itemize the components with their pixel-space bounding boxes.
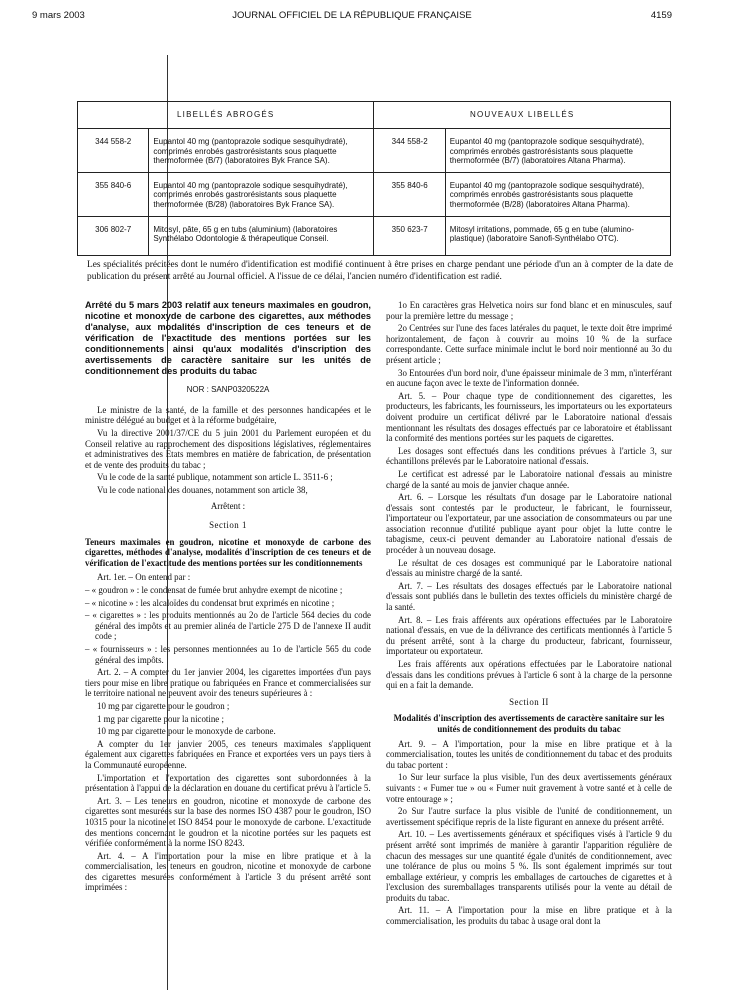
table-row <box>78 172 671 216</box>
paragraph: 1o En caractères gras Helvetica noirs sur fond blanc et en minuscules, sauf pour la première lettre du message ; <box>386 300 672 321</box>
nor-reference: NOR : SANP0320522A <box>186 385 270 395</box>
article-11: Art. 11. – A l'importation pour la mise en libre pratique et à la commercialisation, les produits du tabac à usage oral dont la <box>386 905 672 927</box>
section-heading: Section 1 <box>209 520 247 531</box>
old-code: 355 840-6 <box>78 172 149 216</box>
article-7: Art. 7. – Les résultats des dosages effectués par le Laboratoire national d'essais sont publiés dans le bulletin des textes officiels du ministère chargé de la santé. <box>386 580 672 613</box>
header-date: 9 mars 2003 <box>32 10 85 21</box>
paragraph: Les frais afférents aux opérations effectuées par le Laboratoire national d'essais dans les conditions prévues à l'article 6 sont à la charge de la personne qui en a fait la demande. <box>386 659 672 691</box>
paragraph: 2o Sur l'autre surface la plus visible de l'unité de conditionnement, un avertissement spécifique repris de la liste figurant en annexe du présent arrêté. <box>386 806 672 827</box>
limit-item: 10 mg par cigarette pour le monoxyde de carbone. <box>97 726 276 737</box>
article-6: Art. 6. – Lorsque les résultats d'un dosage par le Laboratoire national d'essais sont contestés par le producteur, le fabricant, le fournisseur, l'importateur ou l'exportateur, par une association de consommateurs ou par une association reconnue d'utilité publique ayant pour objet la lutte contre le tabagisme, ceux-ci peuvent demander au Laboratoire national d'essais de procéder à un nouveau dosage. <box>386 492 672 556</box>
paragraph: Les dosages sont effectués dans les conditions prévues à l'article 3, sur échantillons prélevés par le Laboratoire national d'essais. <box>386 445 672 467</box>
section-heading: Section II <box>509 696 549 707</box>
article-2: Art. 2. – A compter du 1er janvier 2004, les cigarettes importées d'un pays tiers pour mise en libre pratique ou fabriquées en France et commercialisées sur le territoire national ne peuvent avoir des teneurs supérieures à : <box>85 667 371 699</box>
table-row <box>78 216 671 255</box>
old-label: Eupantol 40 mg (pantoprazole sodique sesquihydraté), comprimés enrobés gastrorésistants sous plaquette thermoformée (B/7) (laboratoires Byk France SA). <box>149 129 374 173</box>
paragraph: Le résultat de ces dosages est communiqué par le Laboratoire national d'essais au ministre chargé de la santé. <box>386 557 672 579</box>
section-subtitle: Teneurs maximales en goudron, nicotine et monoxyde de carbone des cigarettes, méthodes d'analyse, modalités d'inscription de ces teneurs et de vérification de l'exactitude des mentions portées sur les conditionnements <box>85 536 371 568</box>
table-row <box>78 129 671 173</box>
correspondence-table <box>77 101 671 256</box>
section-subtitle: Modalités d'inscription des avertissements de caractère sanitaire sur les unités de conditionnement des produits du tabac <box>393 713 665 734</box>
limit-item: 1 mg par cigarette pour la nicotine ; <box>97 713 224 724</box>
new-code: 344 558-2 <box>374 129 445 173</box>
new-label: Eupantol 40 mg (pantoprazole sodique sesquihydraté), comprimés enrobés gastrorésistants sous plaquette thermoformée (B/7) (laboratoires Altana Pharma). <box>445 129 670 173</box>
header-page-number: 4159 <box>650 10 672 21</box>
article-9: Art. 9. – A l'importation, pour la mise en libre pratique et à la commercialisation, toutes les unités de conditionnement du tabac et des produits du tabac portent : <box>386 738 672 770</box>
decree-title: Arrêté du 5 mars 2003 relatif aux teneurs maximales en goudron, nicotine et monoxyde de carbone des cigarettes, aux méthodes d'analyse, aux modalités d'inscription de ces teneurs et de vérification de l'exactitude des mentions portées sur les conditionnements ainsi qu'aux modalités d'inscription des avertissements de caractère sanitaire sur les unités de conditionnement des produits du tabac <box>85 300 371 377</box>
definition-item: – « fournisseurs » : les personnes mentionnées au 1o de l'article 565 du code général des impôts. <box>85 644 371 665</box>
paragraph: 1o Sur leur surface la plus visible, l'un des deux avertissements généraux suivants : « Fumer tue » ou « Fumer nuit gravement à votre santé et à celle de votre entourage » ; <box>386 772 672 804</box>
definition-item: – « goudron » : le condensat de fumée brut anhydre exempt de nicotine ; <box>85 585 343 596</box>
limit-item: 10 mg par cigarette pour le goudron ; <box>97 700 230 711</box>
new-label: Eupantol 40 mg (pantoprazole sodique sesquihydraté), comprimés enrobés gastrorésistants sous plaquette thermoformée (B/28) (laboratoires Altana Pharma). <box>445 172 670 216</box>
definition-item: – « cigarettes » : les produits mentionnés au 2o de l'article 564 decies du code général des impôts et au premier alinéa de l'article 275 D de l'annexe II audit code ; <box>85 610 371 642</box>
old-code: 306 802-7 <box>78 216 149 255</box>
article-1: Art. 1er. – On entend par : <box>97 572 191 583</box>
arretent-heading: Arrêtent : <box>210 501 246 512</box>
right-column <box>386 300 672 929</box>
table-header-left: LIBELLÉS ABROGÉS <box>78 102 374 129</box>
article-10: Art. 10. – Les avertissements généraux et spécifiques visés à l'article 9 du présent arrêté sont imprimés de manière à garantir l'apparition régulière de chacun des messages sur une quantité égale d'unités de conditionnement, avec une tolérance de plus ou moins 5 %. Ils sont également imprimés sur tout emballage extérieur, y compris les emballages de cartouches de cigarettes et à l'exclusion des suremballages transparents utilisés pour la vente au détail de produits du tabac. <box>386 829 672 903</box>
header-title: JOURNAL OFFICIEL DE LA RÉPUBLIQUE FRANÇAISE <box>232 10 472 21</box>
left-column <box>85 300 371 895</box>
article-4: Art. 4. – A l'importation pour la mise en libre pratique et à la commercialisation, les teneurs en goudron, nicotine et monoxyde de carbone des cigarettes mesurées conformément à l'article 3 du présent arrêté sont imprimées : <box>85 850 371 893</box>
article-3: Art. 3. – Les teneurs en goudron, nicotine et monoxyde de carbone des cigarettes sont mesurées sur la base des normes ISO 4387 pour le goudron, ISO 10315 pour la nicotine et ISO 8454 pour le monoxyde de carbone. L'exactitude des mentions concernant le goudron et la nicotine portées sur les paquets est vérifiée conformément à la norme ISO 8243. <box>85 795 371 849</box>
new-label: Mitosyl irritations, pommade, 65 g en tube (alumino-plastique) (laboratoire Sanofi-Synthélabo OTC). <box>445 216 670 255</box>
paragraph: Vu le code national des douanes, notamment son article 38, <box>97 484 308 495</box>
paragraph: 3o Entourées d'un bord noir, d'une épaisseur minimale de 3 mm, n'interférant en aucune façon avec le texte de l'information donnée. <box>386 367 672 389</box>
table-header-row <box>78 102 671 129</box>
old-code: 344 558-2 <box>78 129 149 173</box>
paragraph: Le ministre de la santé, de la famille et des personnes handicapées et le ministre délégué au budget et à la réforme budgétaire, <box>85 404 371 426</box>
article-8: Art. 8. – Les frais afférents aux opérations effectuées par le Laboratoire national d'essais, en vue de la délivrance des certificats mentionnés à l'article 5 du présent arrêté, sont à la charge du producteur, fabricant, fournisseur, importateur ou exportateur. <box>386 614 672 657</box>
new-code: 350 623-7 <box>374 216 445 255</box>
paragraph: Le certificat est adressé par le Laboratoire national d'essais au ministre chargé de la santé au mois de janvier chaque année. <box>386 468 672 490</box>
paragraph: A compter du 1er janvier 2005, ces teneurs maximales s'appliquent également aux cigarettes fabriquées en France et exportées vers un pays tiers à la Communauté européenne. <box>85 738 371 770</box>
old-label: Eupantol 40 mg (pantoprazole sodique sesquihydraté), comprimés enrobés gastrorésistants sous plaquette thermoformée (B/28) (laboratoires Byk France SA). <box>149 172 374 216</box>
article-5: Art. 5. – Pour chaque type de conditionnement des cigarettes, les producteurs, les fabricants, les fournisseurs, les importateurs ou les exportateurs doivent produire un certificat délivré par le Laboratoire national d'essais mentionnant les résultats des dosages effectués par ce laboratoire et établissant la conformité des mentions portées sur les paquets de cigarettes. <box>386 390 672 444</box>
page-header <box>32 10 672 26</box>
old-label: Mitosyl, pâte, 65 g en tubs (aluminium) (laboratoires Synthélabo Odontologie & thérapeutique Conseil. <box>149 216 374 255</box>
paragraph: L'importation et l'exportation des cigarettes sont subordonnées à la présentation à l'appui de la déclaration en douane du certificat prévu à l'article 5. <box>85 772 371 794</box>
new-code: 355 840-6 <box>374 172 445 216</box>
definition-item: – « nicotine » : les alcaloïdes du condensat brut exprimés en nicotine ; <box>85 597 335 608</box>
table-header-right: NOUVEAUX LIBELLÉS <box>374 102 671 129</box>
paragraph: Vu la directive 2001/37/CE du 5 juin 2001 du Parlement européen et du Conseil relative au rapprochement des dispositions législatives, réglementaires et administratives des Etats membres en matière de fabrication, de présentation et de vente des produits du tabac ; <box>85 427 371 470</box>
paragraph: 2o Centrées sur l'une des faces latérales du paquet, le texte doit être imprimé horizontalement, de façon à couvrir au moins 10 % de la surface correspondante. Cette surface minimale inclut le bord noir mentionné au 3o du présent article ; <box>386 323 672 365</box>
table-note: Les spécialités précitées dont le numéro d'identification est modifié continuent à être prises en charge pendant une période d'un an à compter de la date de publication du présent arrêté au Journal officiel. A l'issue de ce délai, l'ancien numéro d'identification est radié. <box>87 260 673 282</box>
paragraph: Vu le code de la santé publique, notamment son article L. 3511-6 ; <box>97 472 333 483</box>
